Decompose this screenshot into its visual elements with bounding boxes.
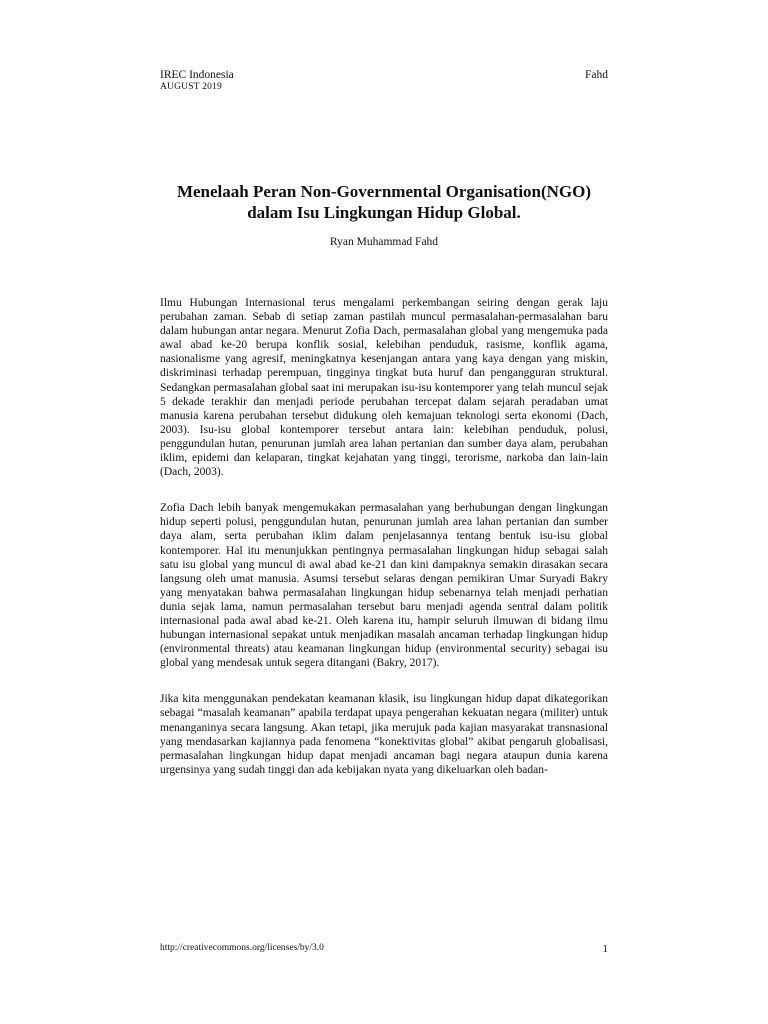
header-running-author: Fahd — [585, 69, 608, 81]
paragraph-1: Ilmu Hubungan Internasional terus mengalami perkembangan seiring dengan gerak laju perubahan zaman. Sebab di setiap zaman pastilah muncul permasalahan-permasalahan baru dalam hubungan antar negara. Menurut Zofia Dach, permasalahan global yang mengemuka pada awal abad ke-20 berupa konflik sosial, kelebihan penduduk, rasisme, konflik agama, nasionalisme yang agresif, meningkatnya kesenjangan antara yang kaya dengan yang miskin, diskriminasi terhadap perempuan, tingginya tingkat buta huruf dan pengangguran struktural. Sedangkan permasalahan global saat ini merupakan isu-isu kontemporer yang telah muncul sejak 5 dekade terakhir dan menjadi periode perubahan tercepat dalam sejarah peradaban umat manusia karena perubahan tersebut didukung oleh kemajuan teknologi serta ekonomi (Dach, 2003). Isu-isu global kontemporer tersebut antara lain: kelebihan penduduk, polusi, penggundulan hutan, penurunan jumlah area lahan pertanian dan sumber daya alam, perubahan iklim, epidemi dan kelaparan, tingkat kejahatan yang tinggi, terorisme, narkoba dan lain-lain (Dach, 2003). — [160, 297, 608, 479]
header-organization: IREC Indonesia — [160, 69, 234, 81]
running-header-left — [160, 69, 234, 93]
footer-license-url: http://creativecommons.org/licenses/by/3.0 — [160, 943, 324, 953]
footer-page-number: 1 — [602, 943, 608, 955]
paragraph-2: Zofia Dach lebih banyak mengemukakan permasalahan yang berhubungan dengan lingkungan hidup seperti polusi, penggundulan hutan, penurunan jumlah area lahan pertanian dan sumber daya alam, serta perubahan iklim dalam penjelasannya tentang bentuk isu-isu global kontemporer. Hal itu menunjukkan pentingnya permasalahan lingkungan hidup sebagai salah satu isu global yang muncul di awal abad ke-21 dan kini dampaknya semakin dirasakan secara langsung oleh umat manusia. Asumsi tersebut selaras dengan pemikiran Umar Suryadi Bakry yang menyatakan bahwa permasalahan lingkungan hidup sebenarnya telah menjadi perhatian dunia sejak lama, namun permasalahan tersebut baru menjadi agenda sentral dalam politik internasional pada awal abad ke-21. Oleh karena itu, hampir seluruh ilmuwan di bidang ilmu hubungan internasional sepakat untuk menjadikan masalah ancaman terhadap lingkungan hidup (environmental threats) atau keamanan lingkungan hidup (environmental security) sebagai isu global yang mendesak untuk segera ditangani (Bakry, 2017). — [160, 502, 608, 670]
article-body — [160, 296, 608, 799]
title-line-1: Menelaah Peran Non-Governmental Organisation(NGO) — [176, 182, 592, 201]
article-author: Ryan Muhammad Fahd — [329, 236, 439, 248]
article-title — [150, 181, 618, 223]
header-date: AUGUST 2019 — [160, 82, 222, 92]
title-line-2: dalam Isu Lingkungan Hidup Global. — [247, 203, 521, 222]
paragraph-3: Jika kita menggunakan pendekatan keamanan klasik, isu lingkungan hidup dapat dikategorikan sebagai “masalah keamanan” apabila terdapat upaya pengerahan kekuatan negara (militer) untuk menanganinya secara langsung. Akan tetapi, jika merujuk pada kajian masyarakat transnasional yang mendasarkan kajiannya pada fenomena “konektivitas global” akibat pengaruh globalisasi, permasalahan lingkungan hidup dapat menjadi ancaman bagi negara ataupun dunia karena urgensinya yang sudah tinggi dan ada kebijakan nyata yang dikeluarkan oleh badan- — [160, 693, 608, 776]
